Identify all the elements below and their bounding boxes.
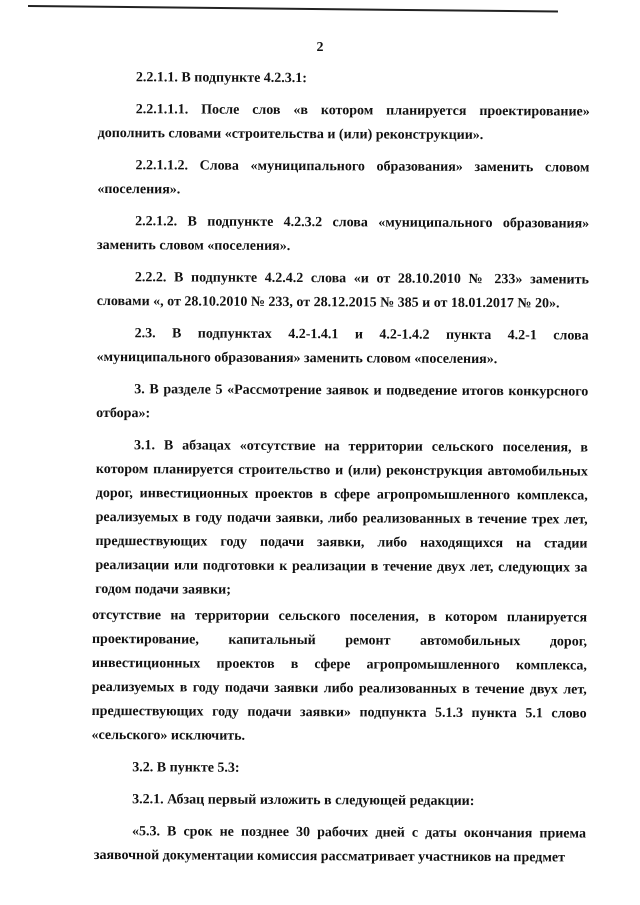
paragraph-2-2-1-1: 2.2.1.1. В подпункте 4.2.3.1: [135, 70, 308, 87]
document-body [91, 66, 590, 879]
paragraph-2-2-2: 2.2.2. В подпункте 4.2.4.2 слова «и от 28.10.2010 № 233» заменить словами «, от 28.10.2010 № 233, от 28.12.2015 № 385 и от 18.01.2017 № 20». [96, 270, 589, 312]
paragraph-3-1: 3.1. В абзацах «отсутствие на территории сельского поселения, в котором планируется строительство и (или) реконструкция автомобильных дорог, инвестиционных проектов в сфере агропромышленного комплекса, реализуемых в году подачи заявки, либо реализованных в течение трех лет, предшествующих году подачи заявки, либо находящихся на стадии реализации или подготовки к реализации в течение двух лет, следующих за годом подачи заявки; [95, 438, 589, 598]
paragraph-2-3: 2.3. В подпунктах 4.2-1.4.1 и 4.2-1.4.2 пункта 4.2-1 слова «муниципального образования» заменить словом «поселения». [96, 326, 589, 368]
top-rule [28, 5, 558, 13]
paragraph-2-2-1-1-1: 2.2.1.1.1. После слов «в котором планируется проектирование» дополнить словами «строительства и (или) реконструкции». [97, 102, 590, 144]
paragraph-3-1-continued: отсутствие на территории сельского поселения, в котором планируется проектирование, капитальный ремонт автомобильных дорог, инвестиционных проектов в сфере агропромышленного комплекса, реализуемых в году подачи заявки либо реализованных в течение двух лет, предшествующих году подачи заявки» подпункта 5.1.3 пункта 5.1 слово «сельского» исключить. [91, 607, 588, 744]
paragraph-5-3-quote: «5.3. В срок не позднее 30 рабочих дней с даты окончания приема заявочной документации комиссия рассматривает участников на предмет [93, 824, 587, 866]
paragraph-3-2-1: 3.2.1. Абзац первый изложить в следующей редакции: [132, 792, 475, 809]
paragraph-2-2-1-2: 2.2.1.2. В подпункте 4.2.3.2 слова «муниципального образования» заменить словом «поселения». [97, 214, 590, 255]
page-number: 2 [316, 40, 324, 55]
paragraph-3: 3. В разделе 5 «Рассмотрение заявок и подведение итогов конкурсного отбора»: [96, 382, 589, 422]
paragraph-2-2-1-1-2: 2.2.1.1.2. Слова «муниципального образования» заменить словом «поселения». [97, 158, 590, 198]
paragraph-3-2: 3.2. В пункте 5.3: [132, 760, 240, 776]
